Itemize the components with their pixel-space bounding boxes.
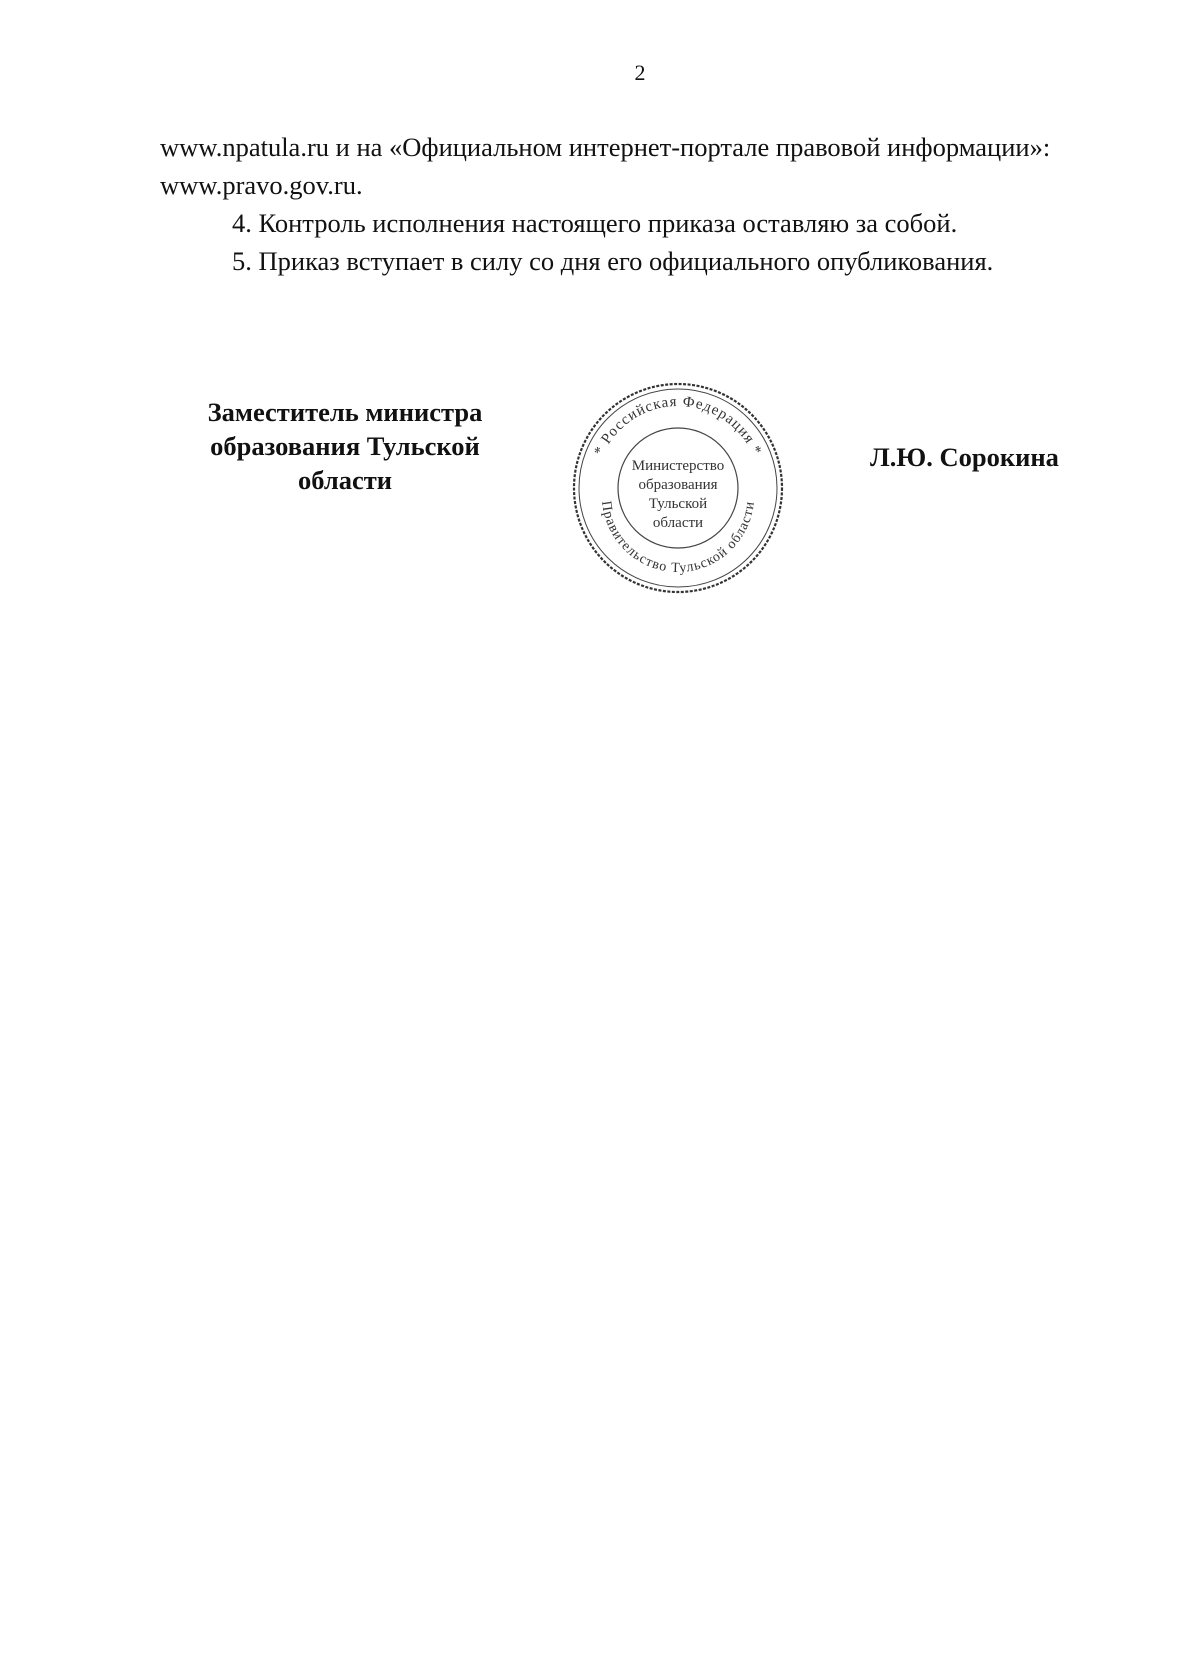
signatory-name: Л.Ю. Сорокина xyxy=(870,442,1059,472)
item-4: 4. Контроль исполнения настоящего приказа оставляю за собой. xyxy=(232,208,958,238)
svg-text:Министерство: Министерство xyxy=(631,458,725,474)
paragraph-continuation-line1: www.npatula.ru и на «Официальном интернет-портале правовой информации»: xyxy=(160,132,1051,162)
signatory-title-line2: образования Тульской xyxy=(210,431,480,461)
signatory-title xyxy=(180,395,510,497)
official-seal xyxy=(568,378,788,598)
svg-text:Правительство Тульской области: Правительство Тульской области xyxy=(598,499,758,577)
signatory-title-line1: Заместитель министра xyxy=(207,397,483,427)
paragraph-continuation xyxy=(160,128,1120,204)
item-5: 5. Приказ вступает в силу со дня его официального опубликования. xyxy=(232,246,994,276)
svg-text:области: области xyxy=(652,515,704,531)
svg-text:Тульской: Тульской xyxy=(648,496,708,512)
svg-text:* Российская Федерация *: * Российская Федерация * xyxy=(591,393,765,459)
signatory-title-line3: области xyxy=(297,465,392,495)
paragraph-continuation-line2: www.pravo.gov.ru. xyxy=(160,170,363,200)
document-body xyxy=(160,128,1120,280)
page-number: 2 xyxy=(634,60,646,85)
svg-text:образования: образования xyxy=(638,477,718,493)
